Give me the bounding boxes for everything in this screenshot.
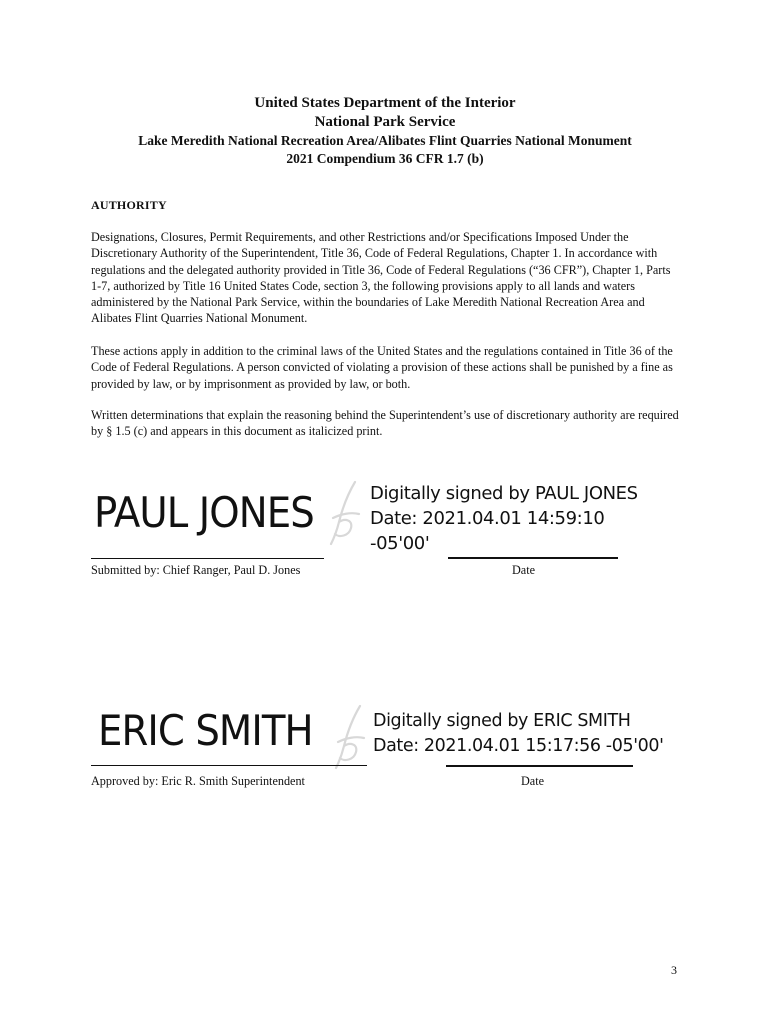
header-park-name: Lake Meredith National Recreation Area/Alibates Flint Quarries National Monument — [138, 133, 632, 148]
page-number: 3 — [671, 963, 677, 977]
signature-1-line — [91, 558, 324, 559]
signature-2-line — [91, 765, 367, 766]
signature-2-date-line — [446, 765, 633, 767]
signature-watermark-icon — [325, 478, 365, 548]
signature-1-date-label: Date — [512, 563, 536, 577]
signature-1-signed-by: Digitally signed by PAUL JONES — [370, 483, 638, 504]
authority-paragraph-1: Designations, Closures, Permit Requirements, and other Restrictions and/or Specifications Imposed Under the Discretionary Authority of the Superintendent, Title 36, Code of Federal Regulations, Chapter 1. In accordance with regulations and the delegated authority provided in Title 36, Code of Federal Regulations (“36 CFR”), Chapter 1, Parts 1-7, authorized by Title 16 United States Code, section 3, the following provisions apply to all lands and waters administered by the National Park Service, within the boundaries of Lake Meredith National Recreation Area and Alibates Flint Quarries National Monument. — [91, 230, 671, 326]
signature-1-date-line — [448, 557, 618, 559]
signature-2-digital-details — [373, 709, 663, 759]
document-header — [0, 94, 770, 168]
authority-paragraph-3: Written determinations that explain the reasoning behind the Superintendent’s use of discretionary authority are required by § 1.5 (c) and appears in this document as italicized print. — [91, 408, 679, 439]
signature-1-digital-details — [370, 481, 638, 556]
signature-watermark-icon — [330, 702, 370, 772]
signature-1-date: Date: 2021.04.01 14:59:10 — [370, 508, 605, 529]
signature-1-name: PAUL JONES — [94, 488, 314, 537]
signature-2-signed-by: Digitally signed by ERIC SMITH — [373, 711, 631, 731]
header-compendium-title: 2021 Compendium 36 CFR 1.7 (b) — [286, 151, 484, 166]
authority-heading: AUTHORITY — [91, 198, 167, 212]
header-agency: National Park Service — [314, 114, 456, 130]
signature-2-caption: Approved by: Eric R. Smith Superintendent — [91, 774, 305, 788]
signature-2-date-label: Date — [521, 774, 545, 788]
authority-paragraph-2: These actions apply in addition to the criminal laws of the United States and the regulations contained in Title 36 of the Code of Federal Regulations. A person convicted of violating a provision of these actions shall be punished by a fine as provided by law, or by imprisonment as provided by law, or both. — [91, 344, 673, 391]
signature-1-caption: Submitted by: Chief Ranger, Paul D. Jones — [91, 563, 301, 577]
signature-2-date: Date: 2021.04.01 15:17:56 -05'00' — [373, 736, 664, 756]
signature-2-name: ERIC SMITH — [98, 706, 313, 755]
signature-1-timezone: -05'00' — [370, 533, 430, 554]
header-department: United States Department of the Interior — [254, 95, 516, 111]
